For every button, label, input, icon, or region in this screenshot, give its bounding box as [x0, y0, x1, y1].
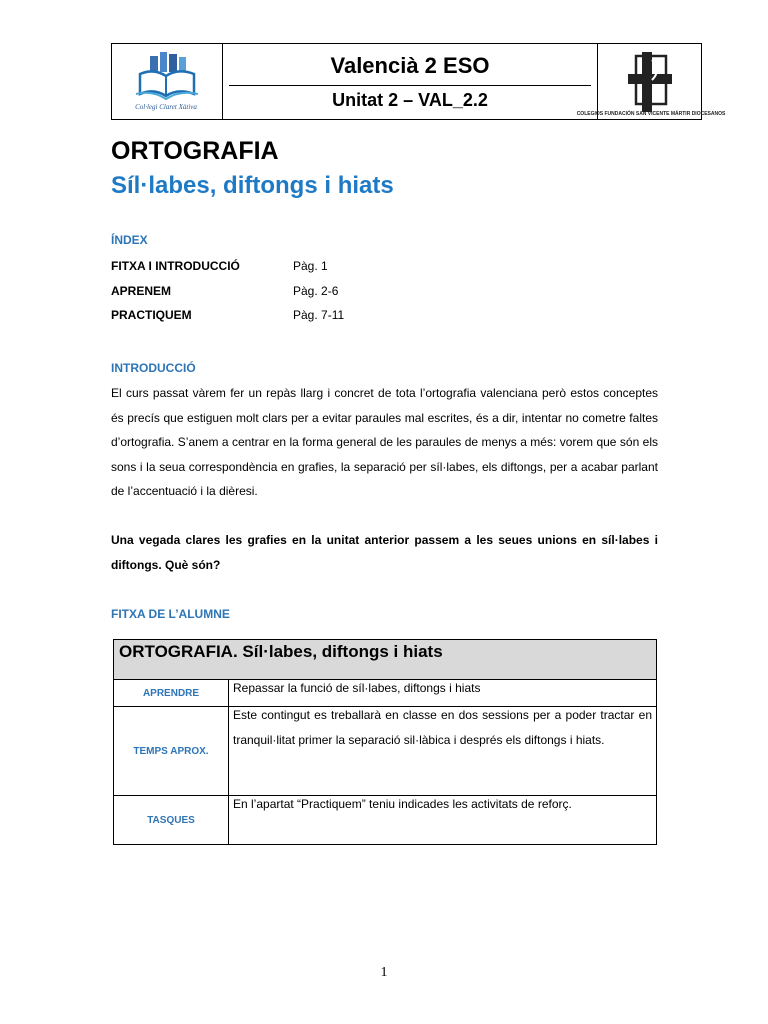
index-title: ÍNDEX	[111, 233, 148, 247]
student-card-header	[114, 640, 656, 680]
page-number: 1	[380, 965, 388, 980]
row-label: TASQUES	[114, 796, 229, 844]
index-row-page: Pàg. 7-11	[293, 308, 345, 322]
row-label: APRENDRE	[114, 680, 229, 706]
row-value: Este contingut es treballarà en classe en dos sessions per a poder tractar en tranquil·litat primer la separació sil·làbica i després els diftongs i hiats.	[233, 708, 652, 747]
left-logo-text: Col·legi Claret Xàtiva	[135, 103, 197, 111]
right-logo-text: COLEGIOS FUNDACIÓN SAN VICENTE MÁRTIR DIOCESANOS	[576, 111, 726, 117]
index-row-name: FITXA I INTRODUCCIÓ	[111, 259, 240, 273]
student-card-title: ORTOGRAFIA. Síl·labes, diftongs i hiats	[119, 642, 443, 661]
student-card-table	[113, 639, 657, 845]
school-logo-left	[112, 44, 223, 119]
page-heading: ORTOGRAFIA	[111, 137, 279, 165]
school-logo-right	[576, 44, 726, 119]
index-row-page: Pàg. 1	[293, 259, 328, 273]
table-row	[114, 796, 656, 844]
index-row-name: PRACTIQUEM	[111, 308, 192, 322]
row-label: TEMPS APROX.	[114, 707, 229, 795]
course-title: Valencià 2 ESO	[330, 53, 490, 78]
intro-question-paragraph: Una vegada clares les grafies en la unitat anterior passem a les seues unions en síl·labes i diftongs. Què són?	[111, 533, 658, 572]
page-header	[111, 43, 726, 120]
unit-title: Unitat 2 – VAL_2.2	[332, 90, 488, 110]
page-subheading: Síl·labes, diftongs i hiats	[111, 172, 394, 199]
diocesan-schools-logo-icon	[576, 44, 726, 119]
open-book-logo-icon	[112, 44, 221, 119]
header-divider	[229, 85, 591, 86]
index-row-page: Pàg. 2-6	[293, 284, 339, 298]
index-row	[111, 308, 345, 322]
student-card-section-title: FITXA DE L’ALUMNE	[111, 607, 230, 621]
row-value: Repassar la funció de síl·labes, diftongs i hiats	[233, 681, 481, 695]
intro-paragraph: El curs passat vàrem fer un repàs llarg i concret de tota l’ortografia valenciana però estos conceptes és precís que estiguen molt clars per a evitar paraules mal escrites, és a dir, intentar no cometre faltes d’ortografia. S’anem a centrar en la forma general de les paraules de menys a més: vorem que són els sons i la seua correspondència en grafies, la separació per síl·labes, els diftongs, per a acabar parlant de l’accentuació i la dièresi.	[111, 386, 658, 498]
index-row	[111, 284, 339, 298]
index-row	[111, 259, 328, 273]
header-title-block	[223, 44, 597, 119]
index-row-name: APRENEM	[111, 284, 172, 298]
table-row	[114, 707, 656, 796]
row-value: En l’apartat “Practiquem” teniu indicades les activitats de reforç.	[233, 797, 572, 811]
intro-title: INTRODUCCIÓ	[111, 361, 196, 375]
